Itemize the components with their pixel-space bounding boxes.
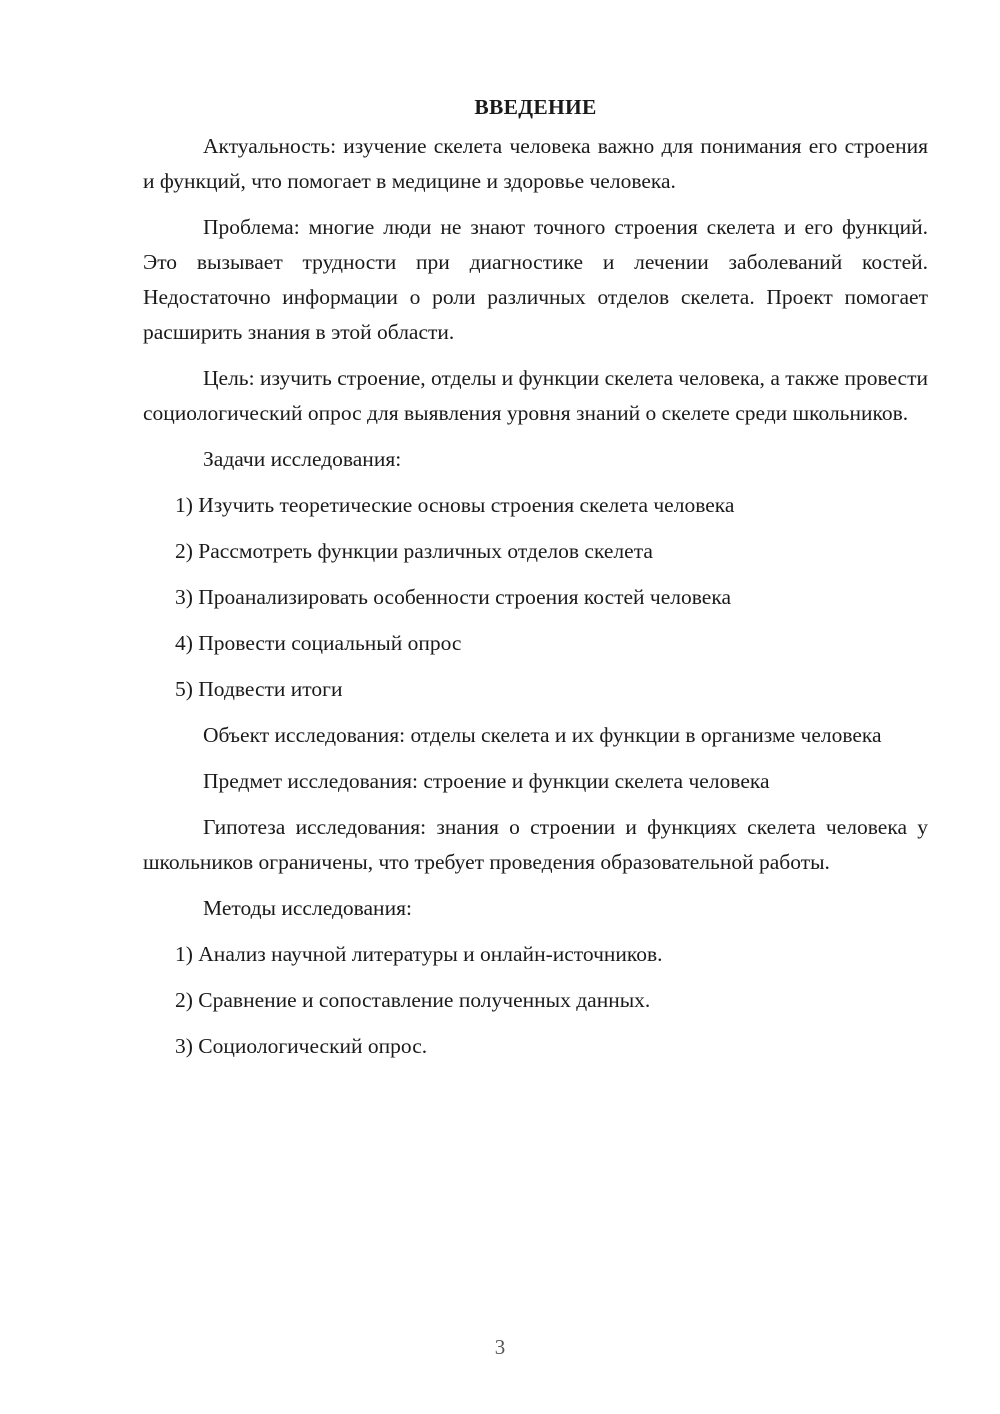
tasks-list (143, 488, 928, 707)
object-paragraph: Объект исследования: отделы скелета и их функции в организме человека (203, 723, 882, 747)
relevance-paragraph: Актуальность: изучение скелета человека важно для понимания его строения и функций, что помогает в медицине и здоровье человека. (143, 134, 928, 193)
page-number: 3 (494, 1335, 506, 1359)
document-page (143, 90, 928, 1075)
list-item: 2) Рассмотреть функции различных отделов скелета (175, 539, 653, 563)
section-title: ВВЕДЕНИЕ (474, 95, 597, 119)
subject-paragraph: Предмет исследования: строение и функции скелета человека (203, 769, 770, 793)
list-item: 2) Сравнение и сопоставление полученных данных. (175, 988, 651, 1012)
methods-heading: Методы исследования: (203, 896, 412, 920)
problem-paragraph: Проблема: многие люди не знают точного строения скелета и его функций. Это вызывает трудности при диагностике и лечении заболеваний костей. Недостаточно информации о роли различных отделов скелета. Проект помогает расширить знания в этой области. (143, 215, 928, 344)
hypothesis-paragraph: Гипотеза исследования: знания о строении и функциях скелета человека у школьников ограничены, что требует проведения образовательной работы. (143, 815, 928, 874)
goal-paragraph: Цель: изучить строение, отделы и функции скелета человека, а также провести социологический опрос для выявления уровня знаний о скелете среди школьников. (143, 366, 928, 425)
list-item: 5) Подвести итоги (175, 677, 343, 701)
tasks-heading: Задачи исследования: (203, 447, 402, 471)
list-item: 4) Провести социальный опрос (175, 631, 462, 655)
list-item: 1) Изучить теоретические основы строения скелета человека (175, 493, 735, 517)
list-item: 1) Анализ научной литературы и онлайн-источников. (175, 942, 663, 966)
list-item: 3) Проанализировать особенности строения костей человека (175, 585, 731, 609)
methods-list (143, 937, 928, 1064)
list-item: 3) Социологический опрос. (175, 1034, 428, 1058)
